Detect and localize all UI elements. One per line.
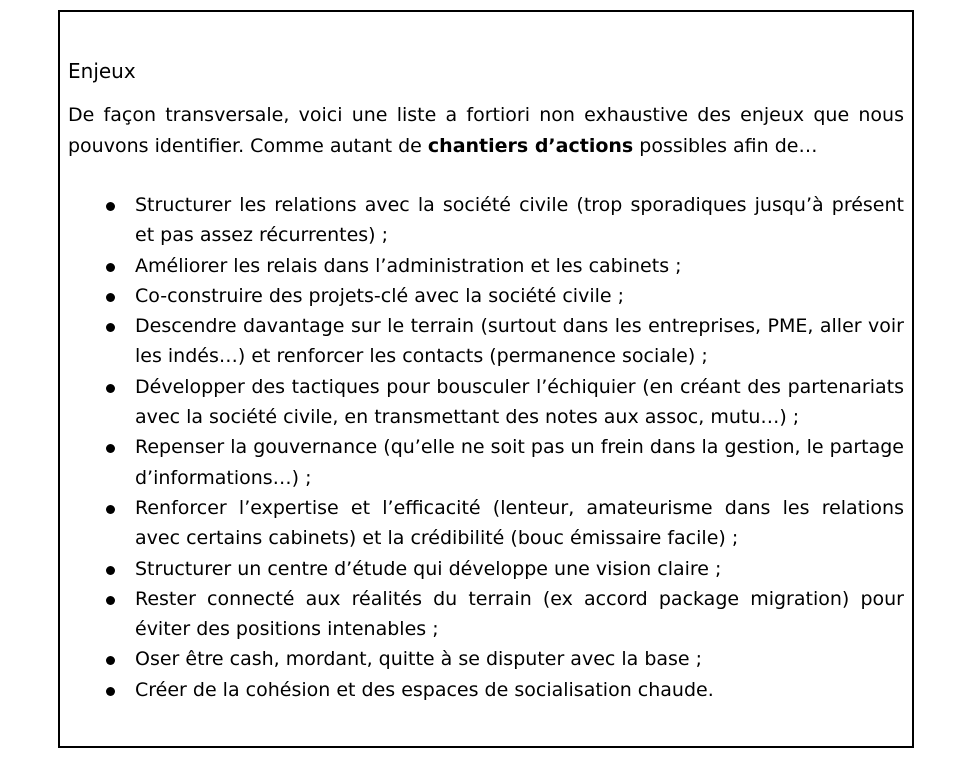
list-item xyxy=(68,190,904,251)
list-item-text: Descendre davantage sur le terrain (surtout dans les entreprises, PME, aller voir les indés…) et renforcer les contacts (permanence sociale) ; xyxy=(135,315,904,368)
bullet-dot-icon xyxy=(106,444,115,453)
bullet-dot-icon xyxy=(106,687,115,696)
list-item-text: Rester connecté aux réalités du terrain (ex accord package migration) pour éviter des positions intenables ; xyxy=(135,587,904,641)
list-item xyxy=(68,372,904,433)
issues-list xyxy=(68,190,904,705)
list-item xyxy=(68,251,904,281)
list-item-text: Renforcer l’expertise et l’efficacité (lenteur, amateurisme dans les relations avec certains cabinets) et la crédibilité (bouc émissaire facile) ; xyxy=(135,496,904,550)
list-item-text: Co-construire des projets-clé avec la société civile ; xyxy=(135,284,625,307)
bullet-dot-icon xyxy=(106,566,115,575)
list-item-text: Développer des tactiques pour bousculer l’échiquier (en créant des partenariats avec la société civile, en transmettant des notes aux assoc, mutu…) ; xyxy=(135,375,904,429)
bullet-dot-icon xyxy=(106,596,115,605)
list-item-text: Oser être cash, mordant, quitte à se disputer avec la base ; xyxy=(135,648,703,671)
bullet-dot-icon xyxy=(106,263,115,272)
bullet-dot-icon xyxy=(106,505,115,514)
bullet-dot-icon xyxy=(106,384,115,393)
section-heading: Enjeux xyxy=(68,59,136,83)
list-item xyxy=(68,554,904,584)
list-item-text: Structurer les relations avec la société civile (trop sporadiques jusqu’à présent et pas assez récurrentes) ; xyxy=(135,194,904,247)
intro-emphasis: chantiers d’actions xyxy=(427,135,634,157)
list-item xyxy=(68,311,904,372)
list-item-text: Créer de la cohésion et des espaces de socialisation chaude. xyxy=(135,678,714,701)
intro-paragraph xyxy=(68,100,904,162)
list-item xyxy=(68,281,904,311)
bullet-dot-icon xyxy=(106,202,115,211)
list-item xyxy=(68,675,904,705)
list-item-text: Améliorer les relais dans l’administration et les cabinets ; xyxy=(135,254,682,277)
bullet-dot-icon xyxy=(106,323,115,332)
list-item-text: Structurer un centre d’étude qui développe une vision claire ; xyxy=(135,557,722,580)
list-item xyxy=(68,493,904,554)
list-item xyxy=(68,432,904,493)
list-item-text: Repenser la gouvernance (qu’elle ne soit pas un frein dans la gestion, le partage d’informations…) ; xyxy=(135,436,904,489)
list-item xyxy=(68,584,904,645)
bullet-dot-icon xyxy=(106,293,115,302)
intro-text-before: De façon transversale, voici une liste a fortiori non exhaustive des enjeux que nous pouvons identifier. Comme autant de xyxy=(68,104,904,157)
list-item xyxy=(68,644,904,674)
intro-text-after: possibles afin de… xyxy=(633,135,818,157)
bullet-dot-icon xyxy=(106,656,115,665)
